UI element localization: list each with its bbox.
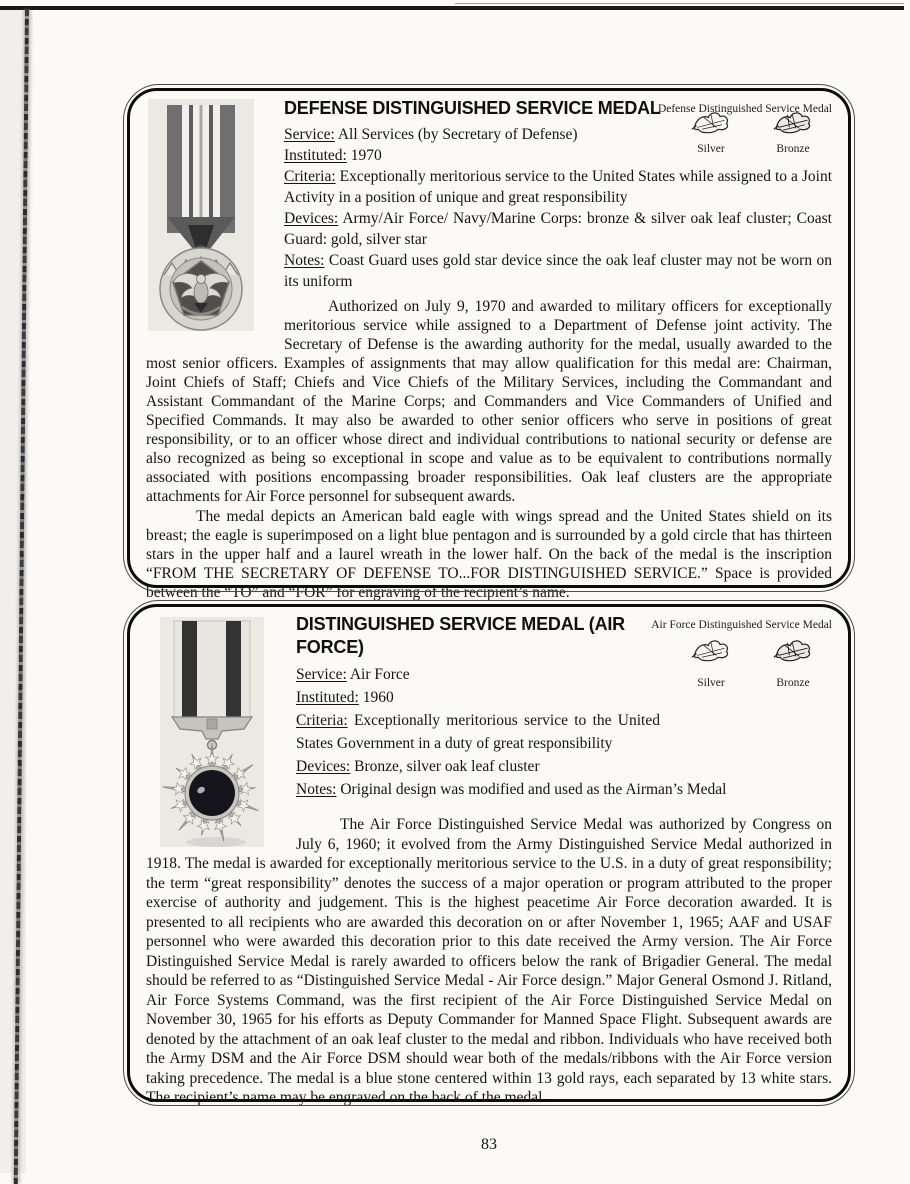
device-label: Bronze — [776, 677, 810, 689]
device-bronze — [762, 109, 824, 155]
field-value: All Services (by Secretary of Defense) — [334, 126, 578, 143]
description-paragraph: The Air Force Distinguished Service Medal was authorized by Congress on July 6, 1960; it evolved from the Army Distinguished Service Medal authorized in 1918. The medal is awarded for exceptionally meritorious service to the U.S. in a duty of great responsibility; the term “great responsibility” denotes the success of a major operation or program attributed to the proper exercise of authority and judgement. This is the highest peacetime Air Force decoration awarded. It is presented to all recipients who are awarded this decoration on or after November 1, 1965; AAF and USAF personnel who were awarded this decoration prior to this date received the Army version. The Air Force Distinguished Service Medal is rarely awarded to officers below the rank of Brigadier General. The medal should be referred to as “Distinguished Service Medal - Air Force design.” Major General Osmond J. Ritland, Air Force Systems Command, was the first recipient of the Air Force Distinguished Service Medal on November 30, 1965 for his efforts as Deputy Commander for Manned Space Flight. Subsequent awards are denoted by the attachment of an oak leaf cluster to the medal and ribbon. Individuals who have received both the Army DSM and the Air Force DSM should wear both of the medals/ribbons with the Air Force version taking precedence. The medal is a blue stone centered within 13 gold rays, each separated by 13 white stars. The recipient’s name may be engraved on the back of the medal. — [146, 816, 832, 1106]
corner-caption: Defense Distinguished Service Medal — [657, 103, 832, 115]
field-value: 1970 — [346, 147, 382, 164]
device-label: Bronze — [776, 143, 810, 155]
section-title: DISTINGUISHED SERVICE MEDAL (AIR FORCE) — [296, 614, 625, 657]
medal-section-defense-dsm — [127, 88, 851, 601]
field-value: Exceptionally meritorious service to the United States while assigned to a Joint Activity in a position of unique and great responsibility — [284, 168, 832, 206]
device-icons-block — [672, 637, 832, 693]
scan-edge-top-faint — [455, 3, 904, 4]
device-silver — [680, 109, 742, 155]
field-label: Notes: — [296, 781, 337, 798]
field-label: Service: — [296, 666, 347, 683]
field-label: Devices: — [284, 210, 339, 227]
field-label: Instituted: — [296, 689, 359, 706]
description-paragraph: Authorized on July 9, 1970 and awarded to military officers for exceptionally meritorious service while assigned to a Department of Defense joint activity. The Secretary of Defense is the awarding authority for the medal, usually awarded to the most senior officers. Examples of assignments that may allow qualification for this medal are: Chairman, Joint Chiefs of Staff; Chiefs and Vice Chiefs of the Military Services, including the Commandant and Assistant Commandant of the Marine Corps; and Commanders and Vice Commanders of Unified and Specified Commands. It may also be awarded to other senior officers who serve in positions of great responsibility, or to an officer whose direct and individual contributions to national security or defense are also recognized as being so exceptional in scope and value as to be equivalent to contributions normally associated with positions encompassing broader responsibilities. Oak leaf clusters are the appropriate attachments for Air Force personnel for subsequent awards. — [146, 298, 832, 505]
defense-dsm-medal-image — [148, 99, 254, 331]
oak-leaf-cluster-silver-icon — [691, 637, 731, 663]
field-label: Service: — [284, 126, 335, 143]
field-value: 1960 — [358, 689, 394, 706]
medal-photo-defense-dsm — [148, 99, 254, 331]
device-icons-block — [672, 109, 832, 161]
field-value: Exceptionally meritorious service to the United States Government in a duty of great responsibility — [296, 712, 660, 752]
field-value: Army/Air Force/ Navy/Marine Corps: bronze & silver oak leaf cluster; Coast Guard: gold, silver star — [284, 210, 832, 248]
field-label: Criteria: — [284, 168, 336, 185]
field-label: Instituted: — [284, 147, 347, 164]
corner-caption: Air Force Distinguished Service Medal — [651, 619, 832, 631]
field-value: Bronze, silver oak leaf cluster — [350, 758, 540, 775]
field-value: Coast Guard uses gold star device since the oak leaf cluster may not be worn on its uniform — [284, 252, 832, 290]
field-value: Air Force — [346, 666, 410, 683]
section-title: DEFENSE DISTINGUISHED SERVICE MEDAL — [284, 98, 661, 118]
scan-edge-top — [0, 6, 904, 10]
device-label: Silver — [697, 143, 725, 155]
medal-section-air-force-dsm — [127, 604, 851, 1106]
air-force-dsm-medal-image — [160, 617, 264, 847]
field-label: Devices: — [296, 758, 351, 775]
description-paragraph: The medal depicts an American bald eagle with wings spread and the United States shield on its breast; the eagle is superimposed on a light blue pentagon and is surrounded by a gold circle that has thirteen stars in the upper half and a laurel wreath in the lower half. On the back of the medal is the inscription “FROM THE SECRETARY OF DEFENSE TO...FOR DISTINGUISHED SERVICE.” Space is provided between the “TO” and “FOR” for engraving of the recipient’s name. — [146, 508, 832, 601]
field-value: Original design was modified and used as the Airman’s Medal — [336, 781, 727, 798]
medal-photo-air-force-dsm — [160, 617, 264, 847]
page-number: 83 — [481, 1136, 497, 1153]
device-bronze — [762, 637, 824, 689]
field-label: Criteria: — [296, 712, 348, 729]
field-label: Notes: — [284, 252, 325, 269]
device-label: Silver — [697, 677, 725, 689]
device-silver — [680, 637, 742, 689]
oak-leaf-cluster-bronze-icon — [773, 637, 813, 663]
